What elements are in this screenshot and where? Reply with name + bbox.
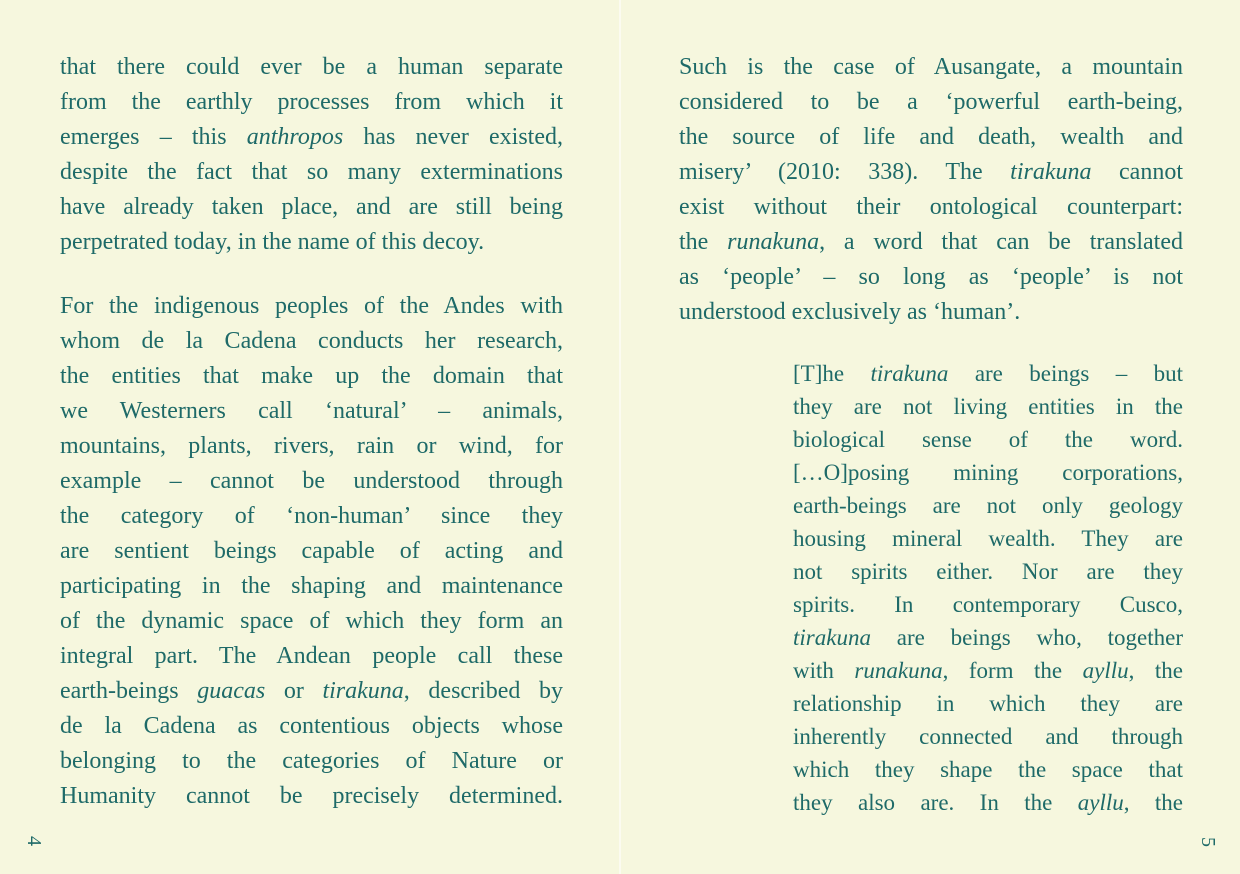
left-text-column: [60, 50, 563, 814]
text-line: misery’ (2010: 338). The tirakuna cannot: [679, 159, 1183, 185]
text-line: the runakuna, a word that can be translated: [679, 229, 1183, 255]
text-line: exist without their ontological counterpart:: [679, 194, 1183, 220]
right-paragraph-1: [679, 50, 1183, 330]
text-line: of the dynamic space of which they form an: [60, 608, 563, 634]
text-line: they are not living entities in the: [793, 394, 1183, 419]
text-line: not spirits either. Nor are they: [793, 559, 1183, 584]
text-line: they also are. In the ayllu, the: [793, 790, 1183, 815]
text-line: the source of life and death, wealth and: [679, 124, 1183, 150]
text-line: biological sense of the word.: [793, 427, 1183, 452]
page-number-left: 4: [23, 836, 46, 846]
text-line: considered to be a ‘powerful earth-being,: [679, 89, 1183, 115]
text-line: Such is the case of Ausangate, a mountain: [679, 54, 1183, 80]
text-line: perpetrated today, in the name of this decoy.: [60, 229, 485, 255]
text-line: have already taken place, and are still being: [60, 194, 563, 220]
block-quote: [793, 357, 1183, 819]
text-line: integral part. The Andean people call these: [60, 643, 563, 669]
text-line: emerges – this anthropos has never existed,: [60, 124, 563, 150]
left-paragraph-1: [60, 50, 563, 260]
text-line: [T]he tirakuna are beings – but: [793, 361, 1183, 386]
text-line: participating in the shaping and maintenance: [60, 573, 563, 599]
text-line: from the earthly processes from which it: [60, 89, 563, 115]
text-line: earth-beings guacas or tirakuna, described by: [60, 678, 563, 704]
text-line: spirits. In contemporary Cusco,: [793, 592, 1183, 617]
text-line: belonging to the categories of Nature or: [60, 748, 563, 774]
text-line: we Westerners call ‘natural’ – animals,: [60, 398, 563, 424]
text-line: despite the fact that so many exterminations: [60, 159, 563, 185]
text-line: whom de la Cadena conducts her research,: [60, 328, 563, 354]
text-line: that there could ever be a human separate: [60, 54, 563, 80]
page-gutter-fold: [619, 0, 621, 874]
text-line: tirakuna are beings who, together: [793, 625, 1183, 650]
text-line: which they shape the space that: [793, 757, 1183, 782]
text-line: the category of ‘non-human’ since they: [60, 503, 563, 529]
text-line: de la Cadena as contentious objects whose: [60, 713, 563, 739]
right-text-column: [679, 50, 1183, 819]
text-line: understood exclusively as ‘human’.: [679, 299, 1021, 325]
text-line: with runakuna, form the ayllu, the: [793, 658, 1184, 683]
text-line: relationship in which they are: [793, 691, 1183, 716]
page-number-right: 5: [1197, 837, 1220, 847]
text-line: For the indigenous peoples of the Andes with: [60, 293, 563, 319]
text-line: Humanity cannot be precisely determined.: [60, 783, 563, 809]
text-line: […O]posing mining corporations,: [793, 460, 1183, 485]
text-line: example – cannot be understood through: [60, 468, 563, 494]
text-line: inherently connected and through: [793, 724, 1183, 749]
text-line: are sentient beings capable of acting and: [60, 538, 563, 564]
text-line: the entities that make up the domain that: [60, 363, 563, 389]
left-paragraph-2: [60, 289, 563, 814]
text-line: as ‘people’ – so long as ‘people’ is not: [679, 264, 1183, 290]
text-line: mountains, plants, rivers, rain or wind, for: [60, 433, 563, 459]
text-line: housing mineral wealth. They are: [793, 526, 1183, 551]
text-line: earth-beings are not only geology: [793, 493, 1183, 518]
